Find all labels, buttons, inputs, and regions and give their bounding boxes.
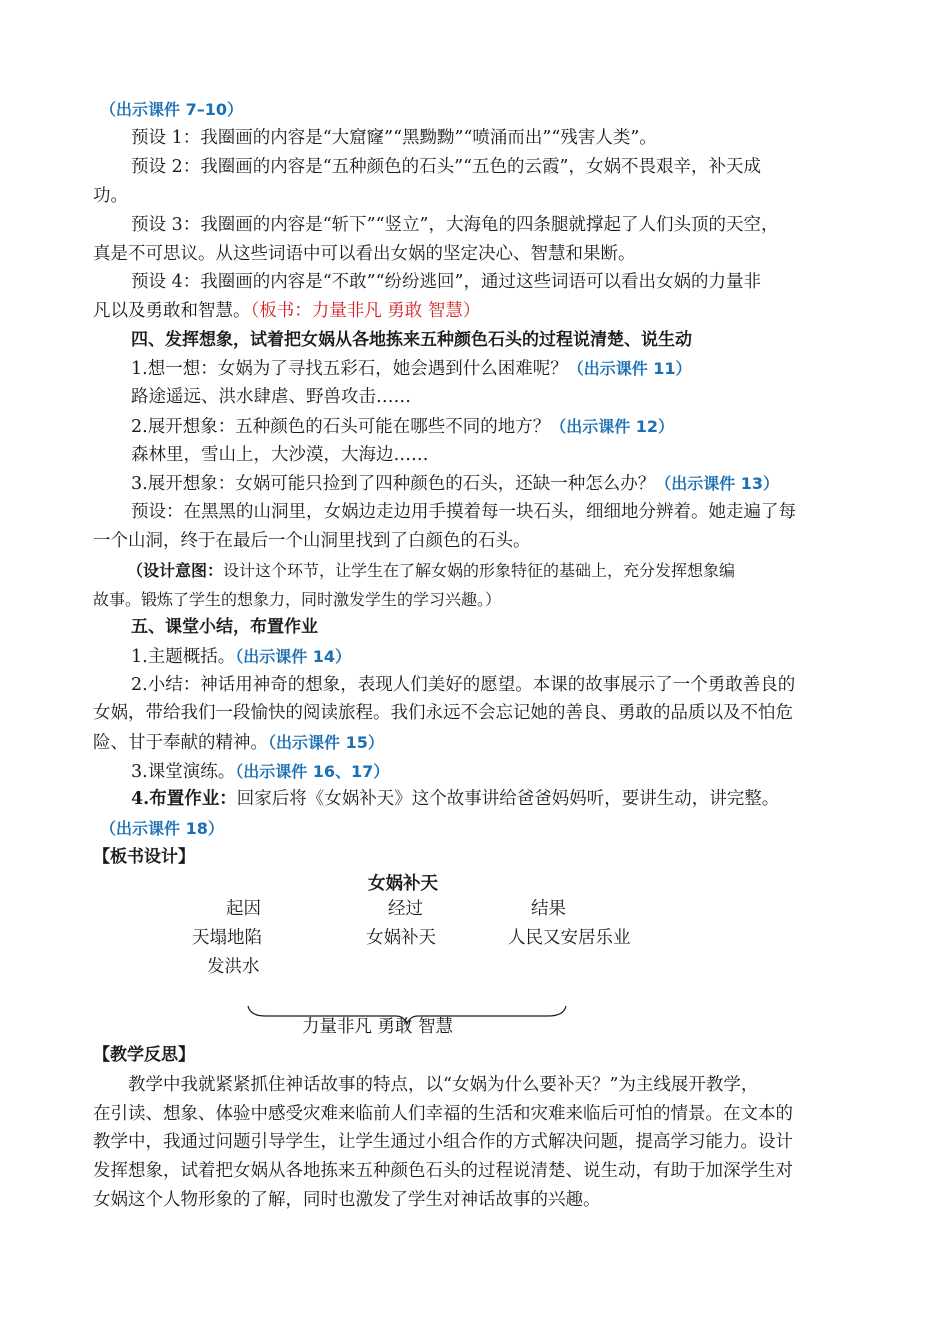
courseware-ref: （出示课件 12） (550, 417, 675, 436)
paragraph-text: 1.主题概括。 (131, 647, 236, 667)
paragraph-text: 3.展开想象：女娲可能只捡到了四种颜色的石头，还缺一种怎么办？ (131, 474, 656, 494)
design-intent (127, 556, 859, 585)
paragraph-text: 1.想一想：女娲为了寻找五彩石，她会遇到什么困难呢？ (131, 359, 568, 379)
paragraph-line: 预设 1：我圈画的内容是“大窟窿”“黑黝黝”“喷涌而出”“残害人类”。 (131, 128, 657, 148)
reflection-line: 教学中，我通过问题引导学生，让学生通过小组合作的方式解决问题，提高学习能力。设计 (93, 1132, 793, 1152)
design-intent-label: （设计意图： (127, 561, 224, 580)
board-cause-2: 发洪水 (207, 957, 260, 977)
paragraph-line: 预设 4：我圈画的内容是“不敢”“纷纷逃回”，通过这些词语可以看出女娲的力量非 (131, 272, 761, 292)
courseware-ref: （出示课件 11） (567, 359, 692, 378)
design-intent-text: 设计这个环节，让学生在了解女娲的形象特征的基础上，充分发挥想象编 (223, 561, 736, 580)
reflection-line: 在引读、想象、体验中感受灾难来临前人们幸福的生活和灾难来临后可怕的情景。在文本的 (93, 1104, 793, 1124)
board-result-head: 结果 (531, 899, 566, 919)
board-design-heading: 【板书设计】 (93, 847, 195, 867)
paragraph-line: 女娲，带给我们一段愉快的阅读旅程。我们永远不会忘记她的善良、勇敢的品质以及不怕危 (93, 703, 793, 723)
reflection-line: 教学中我就紧紧抓住神话故事的特点，以“女娲为什么要补天？”为主线展开教学， (128, 1075, 759, 1095)
courseware-ref: （出示课件 15） (268, 733, 384, 752)
courseware-ref: （出示课件 7–10） (100, 100, 243, 119)
board-title: 女娲补天 (368, 874, 438, 894)
paragraph-text: 回家后将《女娲补天》这个故事讲给爸爸妈妈听，要讲生动，讲完整。 (236, 789, 780, 809)
homework-label: 4.布置作业： (131, 789, 237, 809)
paragraph-line: 功。 (93, 186, 128, 206)
paragraph-line: 2.小结：神话用神奇的想象，表现人们美好的愿望。本课的故事展示了一个勇敢善良的 (131, 675, 796, 695)
board-result-1: 人民又安居乐业 (508, 928, 631, 948)
courseware-ref: （出示课件 18） (100, 819, 224, 838)
section-heading-5: 五、课堂小结，布置作业 (131, 617, 318, 637)
paragraph-line (131, 642, 863, 672)
paragraph-line (131, 757, 863, 787)
paragraph-line: 路途遥远、洪水肆虐、野兽攻击…… (131, 387, 411, 407)
board-process-head: 经过 (388, 899, 423, 919)
section-heading-4: 四、发挥想象，试着把女娲从各地拣来五种颜色石头的过程说清楚、说生动 (131, 330, 692, 350)
paragraph-line: 森林里，雪山上，大沙漠，大海边…… (131, 445, 429, 465)
paragraph-text: 凡以及勇敢和智慧。 (93, 301, 251, 321)
paragraph-line (131, 469, 863, 499)
board-note: （板书：力量非凡 勇敢 智慧） (250, 301, 481, 321)
courseware-ref: （出示课件 13） (655, 474, 780, 493)
board-summary: 力量非凡 勇敢 智慧 (302, 1017, 454, 1037)
paragraph-line (131, 785, 863, 814)
paragraph-line: 预设：在黑黑的山洞里，女娲边走边用手摸着每一块石头，细细地分辨着。她走遍了每 (131, 502, 796, 522)
board-process-1: 女娲补天 (366, 928, 436, 948)
design-intent-text: 故事。锻炼了学生的想象力，同时激发学生的学习兴趣。） (93, 590, 502, 609)
paragraph-line (131, 412, 863, 442)
paragraph-text: 险、甘于奉献的精神。 (93, 733, 268, 753)
courseware-ref: （出示课件 14） (235, 647, 352, 666)
courseware-ref: （出示课件 16、17） (235, 762, 390, 781)
paragraph-line: 预设 2：我圈画的内容是“五种颜色的石头”“五色的云霞”，女娲不畏艰辛，补天成 (131, 157, 761, 177)
paragraph-text: 3.课堂演练。 (131, 762, 236, 782)
board-cause-1: 天塌地陷 (192, 928, 262, 948)
reflection-line: 发挥想象，试着把女娲从各地拣来五种颜色石头的过程说清楚、说生动，有助于加深学生对 (93, 1161, 793, 1181)
paragraph-text: 2.展开想象：五种颜色的石头可能在哪些不同的地方？ (131, 417, 551, 437)
reflection-heading: 【教学反思】 (93, 1045, 195, 1065)
paragraph-line: 一个山洞，终于在最后一个山洞里找到了白颜色的石头。 (93, 531, 531, 551)
paragraph-line (93, 728, 863, 758)
board-cause-head: 起因 (226, 899, 261, 919)
paragraph-line (131, 354, 863, 384)
paragraph-line (93, 297, 863, 326)
reflection-line: 女娲这个人物形象的了解，同时也激发了学生对神话故事的兴趣。 (93, 1190, 601, 1210)
paragraph-line: 真是不可思议。从这些词语中可以看出女娲的坚定决心、智慧和果断。 (93, 244, 636, 264)
paragraph-line: 预设 3：我圈画的内容是“斩下”“竖立”，大海龟的四条腿就撑起了人们头顶的天空， (131, 215, 779, 235)
